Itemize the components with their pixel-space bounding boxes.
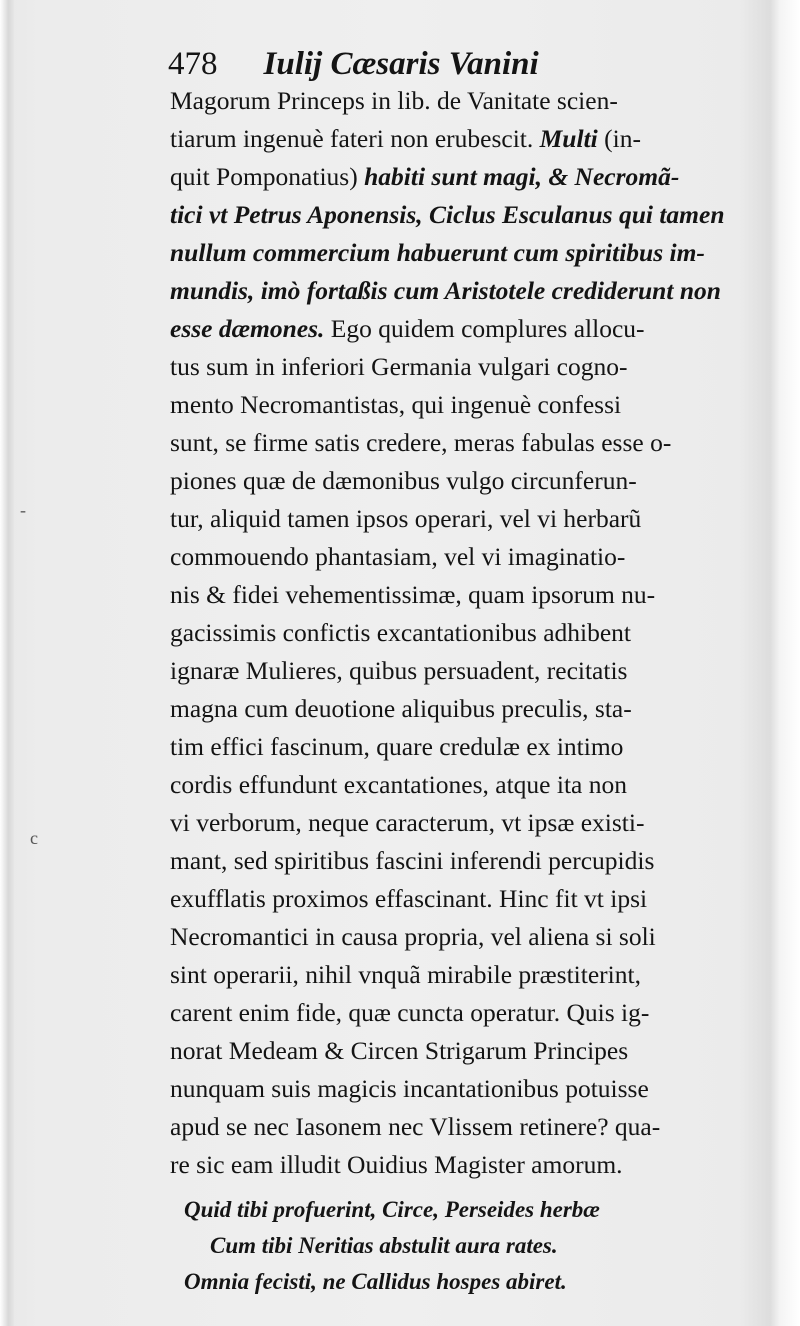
text-line <box>170 804 770 842</box>
text-line <box>170 1108 770 1146</box>
text-line <box>170 918 770 956</box>
roman-run: tim effici fascinum, quare credulæ ex intimo <box>170 732 624 761</box>
page-number: 478 <box>168 46 218 82</box>
text-line <box>170 348 770 386</box>
text-line <box>170 120 770 158</box>
roman-run: Necromantici in causa propria, vel aliena si soli <box>170 922 656 951</box>
text-line <box>170 728 770 766</box>
running-title: Iulij Cæsaris Vanini <box>263 46 539 82</box>
roman-run: re sic eam illudit Ouidius Magister amorum. <box>170 1150 623 1179</box>
roman-run: commouendo phantasiam, vel vi imaginatio- <box>170 542 626 571</box>
roman-run: tus sum in inferiori Germania vulgari cogno- <box>170 352 628 381</box>
margin-speck: c <box>30 828 38 848</box>
roman-run: sint operarii, nihil vnquã mirabile præstiterint, <box>170 960 641 989</box>
text-line <box>170 576 770 614</box>
text-line <box>170 956 770 994</box>
roman-run: vi verborum, neque caracterum, vt ipsæ existi- <box>170 808 645 837</box>
prose-block <box>170 82 770 1184</box>
italic-run: habiti sunt magi, & Necromã- <box>364 162 680 191</box>
text-line <box>170 500 770 538</box>
roman-run: exufflatis proximos effascinant. Hinc fit vt ipsi <box>170 884 648 913</box>
roman-run: (in- <box>597 124 641 153</box>
roman-run: piones quæ de dæmonibus vulgo circunferun- <box>170 466 637 495</box>
roman-run: apud se nec Iasonem nec Vlissem retinere? qua- <box>170 1112 661 1141</box>
roman-run: sunt, se firme satis credere, meras fabulas esse o- <box>170 428 672 457</box>
text-line <box>170 538 770 576</box>
text-line <box>170 1070 770 1108</box>
roman-run: ignaræ Mulieres, quibus persuadent, recitatis <box>170 656 628 685</box>
verse-block <box>170 1192 770 1300</box>
verse-line: Cum tibi Neritias abstulit aura rates. <box>210 1233 558 1258</box>
text-line <box>170 994 770 1032</box>
text-line <box>170 1146 770 1184</box>
page-header <box>168 44 638 84</box>
text-line <box>170 234 770 272</box>
roman-run: mento Necromantistas, qui ingenuè confessi <box>170 390 622 419</box>
text-line <box>170 880 770 918</box>
text-line <box>170 842 770 880</box>
italic-run: mundis, imò fortaßis cum Aristotele crediderunt non <box>170 276 721 305</box>
roman-run: gacissimis confictis excantationibus adhibent <box>170 618 632 647</box>
text-line <box>170 766 770 804</box>
text-line <box>170 386 770 424</box>
text-line <box>170 462 770 500</box>
italic-run: Multi <box>539 124 598 153</box>
text-line <box>170 652 770 690</box>
roman-run: carent enim fide, quæ cuncta operatur. Quis ig- <box>170 998 650 1027</box>
roman-run: nunquam suis magicis incantationibus potuisse <box>170 1074 649 1103</box>
text-line <box>170 1032 770 1070</box>
roman-run: nis & fidei vehementissimæ, quam ipsorum nu- <box>170 580 656 609</box>
italic-run: nullum commercium habuerunt cum spiritibus im- <box>170 238 705 267</box>
verse-line: Quid tibi profuerint, Circe, Perseides herbæ <box>184 1197 600 1222</box>
text-line <box>170 310 770 348</box>
roman-run: quit Pomponatius) <box>170 162 365 191</box>
text-line <box>170 196 770 234</box>
binding-gutter <box>0 0 14 1326</box>
roman-run: Magorum Princeps in lib. de Vanitate scien- <box>170 86 618 115</box>
verse-line: Omnia fecisti, ne Callidus hospes abiret. <box>184 1269 567 1294</box>
roman-run: cordis effundunt excantationes, atque ita non <box>170 770 627 799</box>
text-line <box>170 272 770 310</box>
italic-run: esse dæmones. <box>170 314 331 343</box>
text-line <box>170 424 770 462</box>
roman-run: tur, aliquid tamen ipsos operari, vel vi herbarũ <box>170 504 642 533</box>
margin-speck: - <box>20 500 26 520</box>
text-line <box>170 82 770 120</box>
text-line <box>170 690 770 728</box>
text-line <box>170 158 770 196</box>
roman-run: norat Medeam & Circen Strigarum Principes <box>170 1036 629 1065</box>
roman-run: mant, sed spiritibus fascini inferendi percupidis <box>170 846 655 875</box>
roman-run: tiarum ingenuè fateri non erubescit. <box>170 124 540 153</box>
roman-run: magna cum deuotione aliquibus preculis, sta- <box>170 694 632 723</box>
body-text <box>170 82 770 1300</box>
roman-run: Ego quidem complures allocu- <box>330 314 645 343</box>
italic-run: tici vt Petrus Aponensis, Ciclus Esculanus qui tamen <box>170 200 725 229</box>
text-line <box>170 614 770 652</box>
